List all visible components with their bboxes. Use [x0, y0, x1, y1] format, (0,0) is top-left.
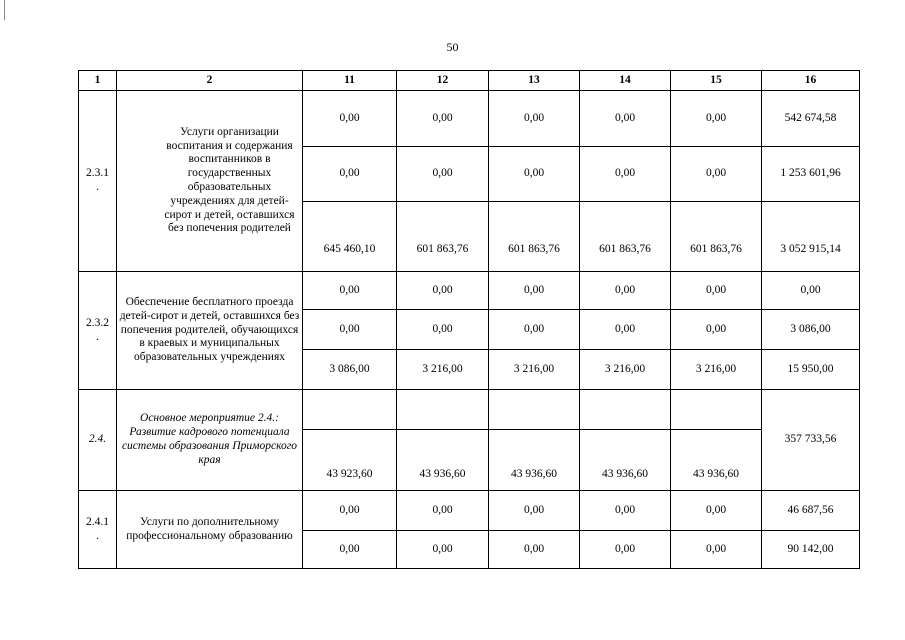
value-cell: 601 863,76 [489, 202, 580, 272]
row-number: 2.4. [79, 390, 117, 491]
value-cell: 46 687,56 [762, 491, 860, 531]
value-cell: 3 086,00 [303, 350, 397, 390]
value-cell: 0,00 [489, 147, 580, 202]
value-cell: 0,00 [303, 491, 397, 531]
value-cell [671, 390, 762, 430]
value-cell: 90 142,00 [762, 531, 860, 569]
value-cell: 0,00 [580, 272, 671, 310]
value-cell: 0,00 [397, 310, 489, 350]
table-row [79, 91, 860, 147]
value-cell: 601 863,76 [397, 202, 489, 272]
value-cell: 0,00 [397, 272, 489, 310]
value-cell: 0,00 [489, 310, 580, 350]
table-row [79, 390, 860, 430]
value-cell: 0,00 [489, 91, 580, 147]
value-cell: 0,00 [762, 272, 860, 310]
value-cell: 0,00 [671, 491, 762, 531]
value-cell: 43 936,60 [397, 430, 489, 491]
header-cell: 13 [489, 71, 580, 91]
row-number: 2.3.1 . [79, 91, 117, 272]
header-cell: 11 [303, 71, 397, 91]
value-cell [580, 390, 671, 430]
value-cell: 0,00 [303, 310, 397, 350]
value-cell: 3 216,00 [580, 350, 671, 390]
value-cell: 0,00 [671, 272, 762, 310]
value-cell: 601 863,76 [580, 202, 671, 272]
crop-mark [4, 0, 5, 20]
value-cell: 3 216,00 [397, 350, 489, 390]
value-cell: 3 216,00 [671, 350, 762, 390]
value-cell: 0,00 [489, 531, 580, 569]
value-cell: 43 936,60 [489, 430, 580, 491]
value-cell: 0,00 [397, 531, 489, 569]
value-cell: 0,00 [580, 91, 671, 147]
value-cell: 0,00 [580, 147, 671, 202]
value-cell: 645 460,10 [303, 202, 397, 272]
value-cell: 3 216,00 [489, 350, 580, 390]
header-cell: 14 [580, 71, 671, 91]
value-cell: 542 674,58 [762, 91, 860, 147]
total-cell: 357 733,56 [762, 390, 860, 491]
value-cell: 0,00 [489, 272, 580, 310]
row-description: Услуги по дополнительному профессиональному образованию [117, 491, 303, 569]
row-description: Обеспечение бесплатного проезда детей-сирот и детей, оставшихся без попечения родителей, обучающихся в краевых и муниципальных образовательных учреждениях [117, 272, 303, 390]
header-cell: 16 [762, 71, 860, 91]
page-number: 50 [446, 40, 459, 54]
value-cell [489, 390, 580, 430]
value-cell [397, 390, 489, 430]
row-description: Основное мероприятие 2.4.: Развитие кадрового потенциала системы образования Приморского края [117, 390, 303, 491]
value-cell: 1 253 601,96 [762, 147, 860, 202]
row-number: 2.3.2 . [79, 272, 117, 390]
value-cell: 0,00 [397, 491, 489, 531]
row-number: 2.4.1 . [79, 491, 117, 569]
header-cell: 12 [397, 71, 489, 91]
header-cell: 1 [79, 71, 117, 91]
value-cell: 43 936,60 [580, 430, 671, 491]
value-cell: 0,00 [303, 91, 397, 147]
value-cell: 0,00 [303, 272, 397, 310]
value-cell: 0,00 [489, 491, 580, 531]
value-cell: 0,00 [671, 310, 762, 350]
value-cell: 0,00 [671, 531, 762, 569]
header-cell: 15 [671, 71, 762, 91]
value-cell: 0,00 [397, 91, 489, 147]
table-row [79, 272, 860, 310]
value-cell: 3 052 915,14 [762, 202, 860, 272]
row-description: Услуги организации воспитания и содержания воспитанников в государственных образовательных учреждениях для детей-сирот и детей, оставшихся без попечения родителей [117, 91, 303, 272]
value-cell [303, 390, 397, 430]
header-cell: 2 [117, 71, 303, 91]
value-cell: 15 950,00 [762, 350, 860, 390]
header-row [79, 71, 860, 91]
value-cell: 0,00 [303, 531, 397, 569]
value-cell: 0,00 [397, 147, 489, 202]
value-cell: 0,00 [580, 310, 671, 350]
table-row [79, 491, 860, 531]
budget-table [78, 70, 860, 569]
value-cell: 0,00 [671, 91, 762, 147]
value-cell: 0,00 [303, 147, 397, 202]
value-cell: 3 086,00 [762, 310, 860, 350]
value-cell: 0,00 [580, 491, 671, 531]
value-cell: 0,00 [671, 147, 762, 202]
value-cell: 0,00 [580, 531, 671, 569]
value-cell: 43 936,60 [671, 430, 762, 491]
value-cell: 43 923,60 [303, 430, 397, 491]
value-cell: 601 863,76 [671, 202, 762, 272]
